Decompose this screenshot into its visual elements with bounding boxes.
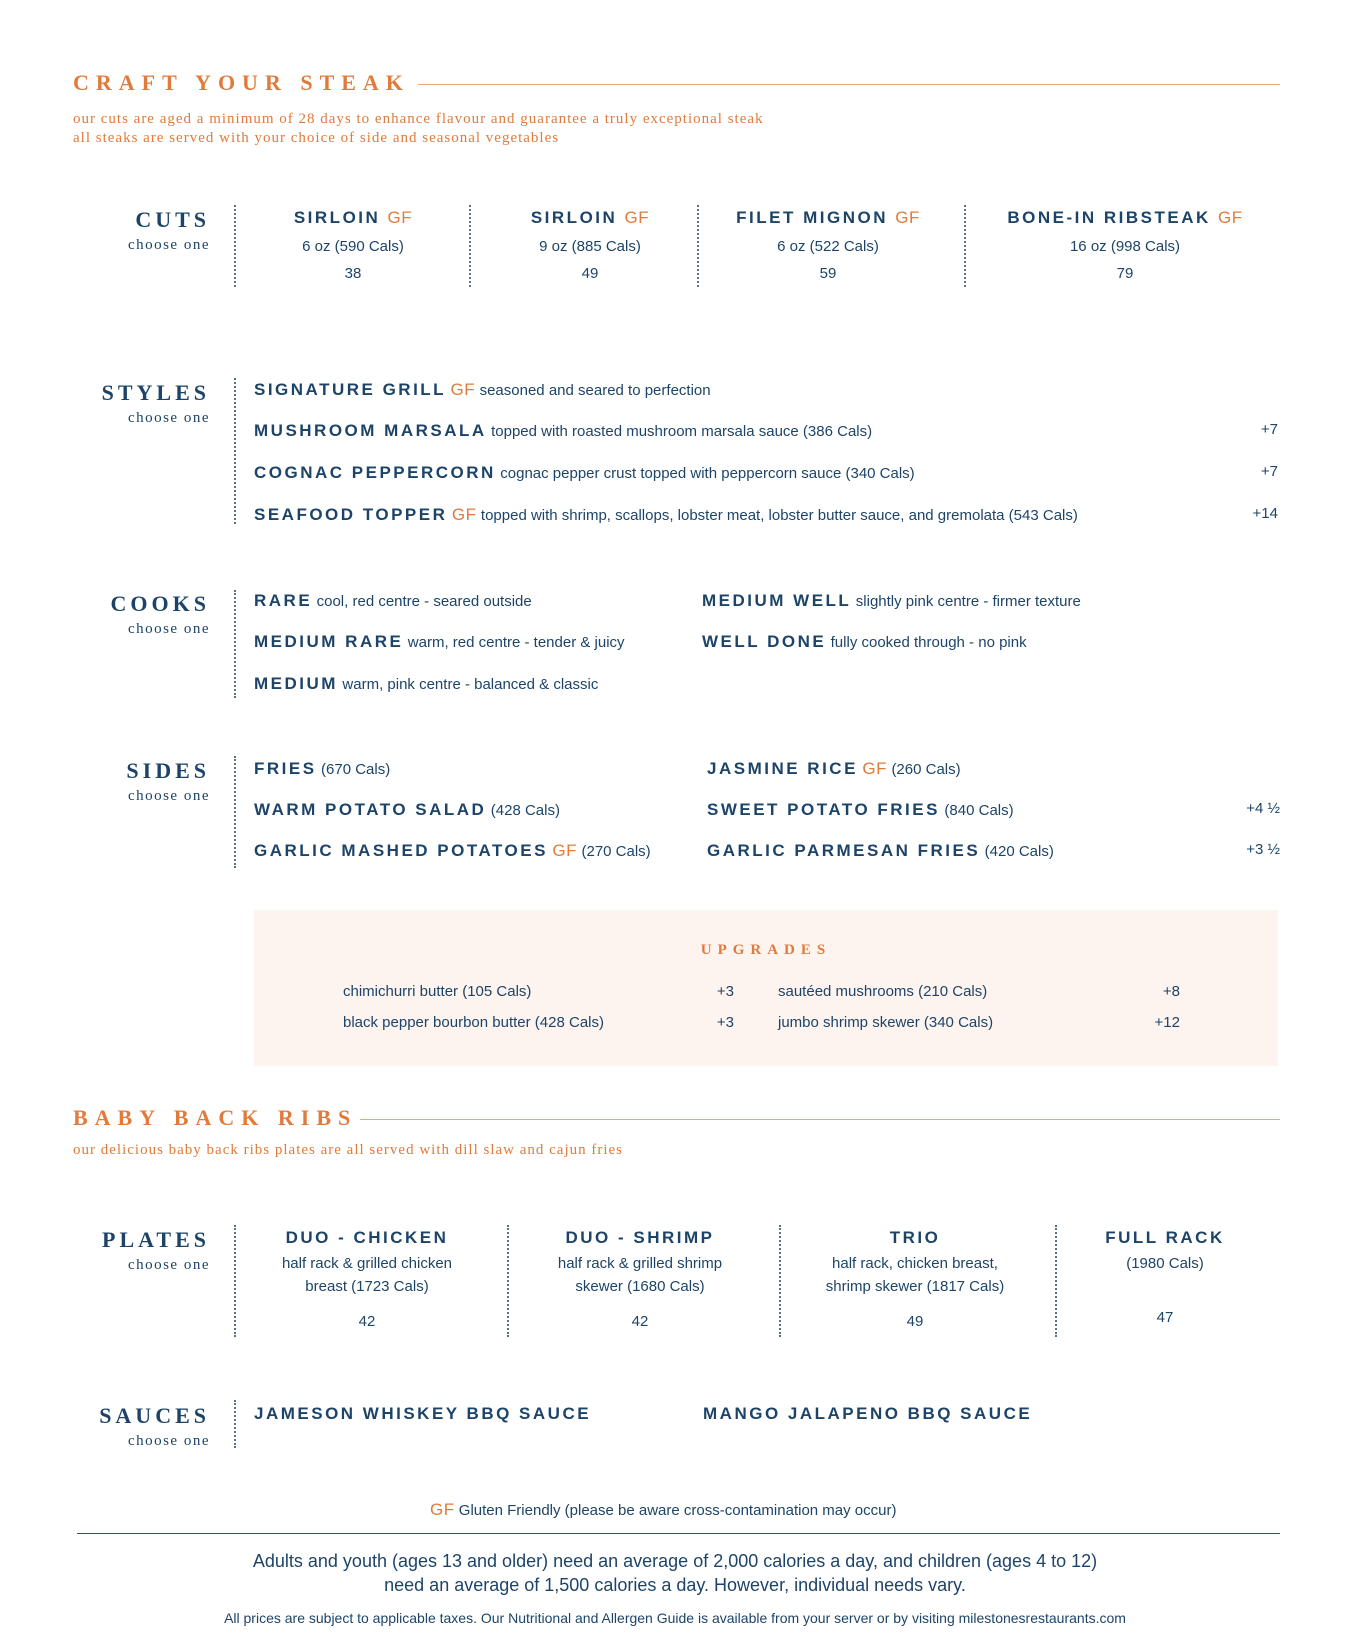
plate-price: 42 <box>358 1313 376 1330</box>
cut-price: 38 <box>344 265 362 282</box>
cook-desc: fully cooked through - no pink <box>830 634 1027 651</box>
ribs-title-rule <box>360 1119 1280 1120</box>
plate-price: 47 <box>1156 1309 1174 1326</box>
cut-detail: 6 oz (522 Cals) <box>777 238 879 255</box>
side-cals: (260 Cals) <box>891 761 961 778</box>
cut-bone-in-ribsteak[interactable] <box>975 208 1275 282</box>
side-cals: (270 Cals) <box>581 843 651 860</box>
style-name: MUSHROOM MARSALA <box>254 421 487 440</box>
cooks-divider <box>234 590 236 698</box>
plate-price: 49 <box>906 1313 924 1330</box>
style-seafood-topper[interactable] <box>254 505 1078 525</box>
cook-name: RARE <box>254 591 313 610</box>
side-warm-potato-salad[interactable] <box>254 800 560 820</box>
cut-sirloin-9oz[interactable] <box>475 208 705 282</box>
cuts-label: CUTS <box>135 207 210 232</box>
styles-sublabel: choose one <box>127 410 210 426</box>
tax-allergen-note: All prices are subject to applicable taxes. Our Nutritional and Allergen Guide is available from your server or by visiting milestonesrestaurants.com <box>224 1610 1126 1626</box>
sides-sublabel: choose one <box>127 788 210 804</box>
steak-section-title: CRAFT YOUR STEAK <box>73 70 410 95</box>
cook-well-done[interactable] <box>702 632 1027 652</box>
side-cals: (420 Cals) <box>984 843 1054 860</box>
style-name: SIGNATURE GRILL <box>254 380 447 399</box>
side-name: SWEET POTATO FRIES <box>707 800 940 819</box>
plates-label-block <box>0 1227 210 1274</box>
styles-divider <box>234 378 236 524</box>
gf-badge: GF <box>624 208 650 227</box>
style-mushroom-marsala[interactable] <box>254 421 872 441</box>
plate-desc-line1: half rack, chicken breast, <box>832 1255 998 1272</box>
steak-desc-line1: our cuts are aged a minimum of 28 days to enhance flavour and guarantee a truly exceptional steak <box>73 111 764 127</box>
plate-desc-line1: half rack & grilled chicken <box>281 1255 453 1272</box>
cut-name: BONE-IN RIBSTEAK <box>1007 208 1211 227</box>
cut-name: FILET MIGNON <box>736 208 888 227</box>
side-cals: (840 Cals) <box>944 802 1014 819</box>
upgrade-black-pepper-bourbon-butter[interactable]: black pepper bourbon butter (428 Cals) <box>343 1014 604 1031</box>
cook-medium[interactable] <box>254 674 598 694</box>
cooks-label: COOKS <box>110 591 210 616</box>
sauces-label: SAUCES <box>99 1403 210 1428</box>
cut-name: SIRLOIN <box>293 208 381 227</box>
plate-desc-line2: skewer (1680 Cals) <box>575 1278 705 1295</box>
plate-name: DUO - SHRIMP <box>565 1228 715 1247</box>
plate-desc-line2: breast (1723 Cals) <box>305 1278 429 1295</box>
cook-rare[interactable] <box>254 591 532 611</box>
style-desc: topped with roasted mushroom marsala sauce (386 Cals) <box>491 423 873 440</box>
cut-sirloin-6oz[interactable] <box>243 208 463 282</box>
style-name: SEAFOOD TOPPER <box>254 505 448 524</box>
plate-trio[interactable] <box>790 1228 1040 1333</box>
style-price: +14 <box>1252 505 1278 522</box>
cuts-divider <box>964 205 966 287</box>
ribs-description: our delicious baby back ribs plates are all served with dill slaw and cajun fries <box>73 1142 624 1158</box>
style-desc: seasoned and seared to perfection <box>479 382 711 399</box>
cut-price: 59 <box>819 265 837 282</box>
gf-badge: GF <box>450 380 476 399</box>
sauces-label-block <box>0 1403 210 1450</box>
styles-label: STYLES <box>101 380 210 405</box>
cooks-label-block <box>0 591 210 638</box>
side-name: GARLIC MASHED POTATOES <box>254 841 548 860</box>
upgrade-jumbo-shrimp-skewer[interactable]: jumbo shrimp skewer (340 Cals) <box>778 1014 994 1031</box>
plate-price: 42 <box>631 1313 649 1330</box>
cook-desc: warm, pink centre - balanced & classic <box>342 676 599 693</box>
plate-desc-line1: (1980 Cals) <box>1126 1255 1204 1272</box>
style-desc: cognac pepper crust topped with peppercorn sauce (340 Cals) <box>500 465 915 482</box>
cut-price: 49 <box>581 265 599 282</box>
plates-sublabel: choose one <box>127 1257 210 1273</box>
side-cals: (428 Cals) <box>490 802 560 819</box>
cook-desc: cool, red centre - seared outside <box>316 593 532 610</box>
side-name: WARM POTATO SALAD <box>254 800 487 819</box>
side-price: +4 ½ <box>1246 800 1280 817</box>
side-jasmine-rice[interactable] <box>707 759 961 779</box>
plate-name: DUO - CHICKEN <box>285 1228 449 1247</box>
cut-detail: 6 oz (590 Cals) <box>302 238 404 255</box>
side-fries[interactable] <box>254 759 390 779</box>
sides-divider <box>234 756 236 868</box>
cook-name: MEDIUM WELL <box>702 591 852 610</box>
plate-name: FULL RACK <box>1105 1228 1225 1247</box>
sauce-mango-jalapeno-bbq[interactable]: MANGO JALAPENO BBQ SAUCE <box>703 1404 1033 1423</box>
side-name: GARLIC PARMESAN FRIES <box>707 841 981 860</box>
plate-full-rack[interactable] <box>1060 1228 1270 1329</box>
steak-title-rule <box>418 84 1280 85</box>
sauces-sublabel: choose one <box>127 1433 210 1449</box>
plates-divider <box>507 1225 509 1337</box>
style-name: COGNAC PEPPERCORN <box>254 463 496 482</box>
plate-desc-line2: shrimp skewer (1817 Cals) <box>825 1278 1005 1295</box>
cuts-divider <box>234 205 236 287</box>
steak-desc-line2: all steaks are served with your choice of side and seasonal vegetables <box>73 130 560 146</box>
upgrade-chimichurri-butter[interactable]: chimichurri butter (105 Cals) <box>343 983 532 1000</box>
side-name: FRIES <box>254 759 317 778</box>
calorie-note-line2: need an average of 1,500 calories a day. However, individual needs vary. <box>384 1575 966 1595</box>
calorie-note-line1: Adults and youth (ages 13 and older) need an average of 2,000 calories a day, and children (ages 4 to 12) <box>252 1551 1098 1571</box>
plates-divider <box>779 1225 781 1337</box>
side-garlic-mashed-potatoes[interactable] <box>254 841 651 861</box>
styles-label-block <box>0 380 210 427</box>
cook-name: WELL DONE <box>702 632 827 651</box>
sauce-jameson-whiskey-bbq[interactable]: JAMESON WHISKEY BBQ SAUCE <box>254 1404 592 1423</box>
gf-badge: GF <box>387 208 413 227</box>
cuts-divider <box>469 205 471 287</box>
side-name: JASMINE RICE <box>707 759 858 778</box>
cook-name: MEDIUM <box>254 674 338 693</box>
gf-badge: GF <box>451 505 477 524</box>
plates-label: PLATES <box>102 1227 210 1252</box>
upgrade-price: +3 <box>716 1014 734 1031</box>
ribs-section-title: BABY BACK RIBS <box>73 1105 358 1130</box>
side-sweet-potato-fries[interactable] <box>707 800 1014 820</box>
gluten-friendly-note <box>430 1500 896 1520</box>
style-desc: topped with shrimp, scallops, lobster meat, lobster butter sauce, and gremolata (543 Cals) <box>480 507 1078 524</box>
cuts-label-block <box>0 207 210 254</box>
cook-desc: slightly pink centre - firmer texture <box>855 593 1081 610</box>
style-signature-grill[interactable] <box>254 380 711 400</box>
plates-divider <box>1055 1225 1057 1337</box>
footer-rule <box>77 1533 1280 1534</box>
cut-price: 79 <box>1116 265 1134 282</box>
cut-name: SIRLOIN <box>530 208 618 227</box>
steak-description <box>73 110 764 148</box>
sides-label: SIDES <box>126 758 210 783</box>
cook-medium-rare[interactable] <box>254 632 625 652</box>
calorie-note <box>0 1549 1350 1597</box>
cook-desc: warm, red centre - tender & juicy <box>407 634 625 651</box>
plate-desc-line1: half rack & grilled shrimp <box>557 1255 723 1272</box>
plate-duo-shrimp[interactable] <box>515 1228 765 1333</box>
plate-duo-chicken[interactable] <box>242 1228 492 1333</box>
style-price: +7 <box>1260 463 1278 480</box>
cook-name: MEDIUM RARE <box>254 632 404 651</box>
plates-divider <box>234 1225 236 1337</box>
side-price: +3 ½ <box>1246 841 1280 858</box>
gf-badge: GF <box>895 208 920 227</box>
cook-medium-well[interactable] <box>702 591 1081 611</box>
upgrade-price: +8 <box>1162 983 1180 1000</box>
cooks-sublabel: choose one <box>127 621 210 637</box>
gf-badge: GF <box>1218 208 1243 227</box>
sauces-divider <box>234 1400 236 1448</box>
upgrades-title: UPGRADES <box>700 942 832 958</box>
gf-badge: GF <box>430 1500 455 1519</box>
side-garlic-parmesan-fries[interactable] <box>707 841 1054 861</box>
style-price: +7 <box>1260 421 1278 438</box>
cut-detail: 16 oz (998 Cals) <box>1069 238 1181 255</box>
cut-detail: 9 oz (885 Cals) <box>539 238 641 255</box>
style-cognac-peppercorn[interactable] <box>254 463 915 483</box>
side-cals: (670 Cals) <box>321 761 391 778</box>
upgrade-sauteed-mushrooms[interactable]: sautéed mushrooms (210 Cals) <box>778 983 988 1000</box>
gf-badge: GF <box>552 841 578 860</box>
cuts-sublabel: choose one <box>127 237 210 253</box>
upgrade-price: +12 <box>1154 1014 1180 1031</box>
upgrade-price: +3 <box>716 983 734 1000</box>
cut-filet-mignon[interactable] <box>703 208 953 282</box>
sides-label-block <box>0 758 210 805</box>
plate-name: TRIO <box>889 1228 941 1247</box>
gf-note-text: Gluten Friendly (please be aware cross-contamination may occur) <box>458 1502 897 1519</box>
gf-badge: GF <box>862 759 887 778</box>
